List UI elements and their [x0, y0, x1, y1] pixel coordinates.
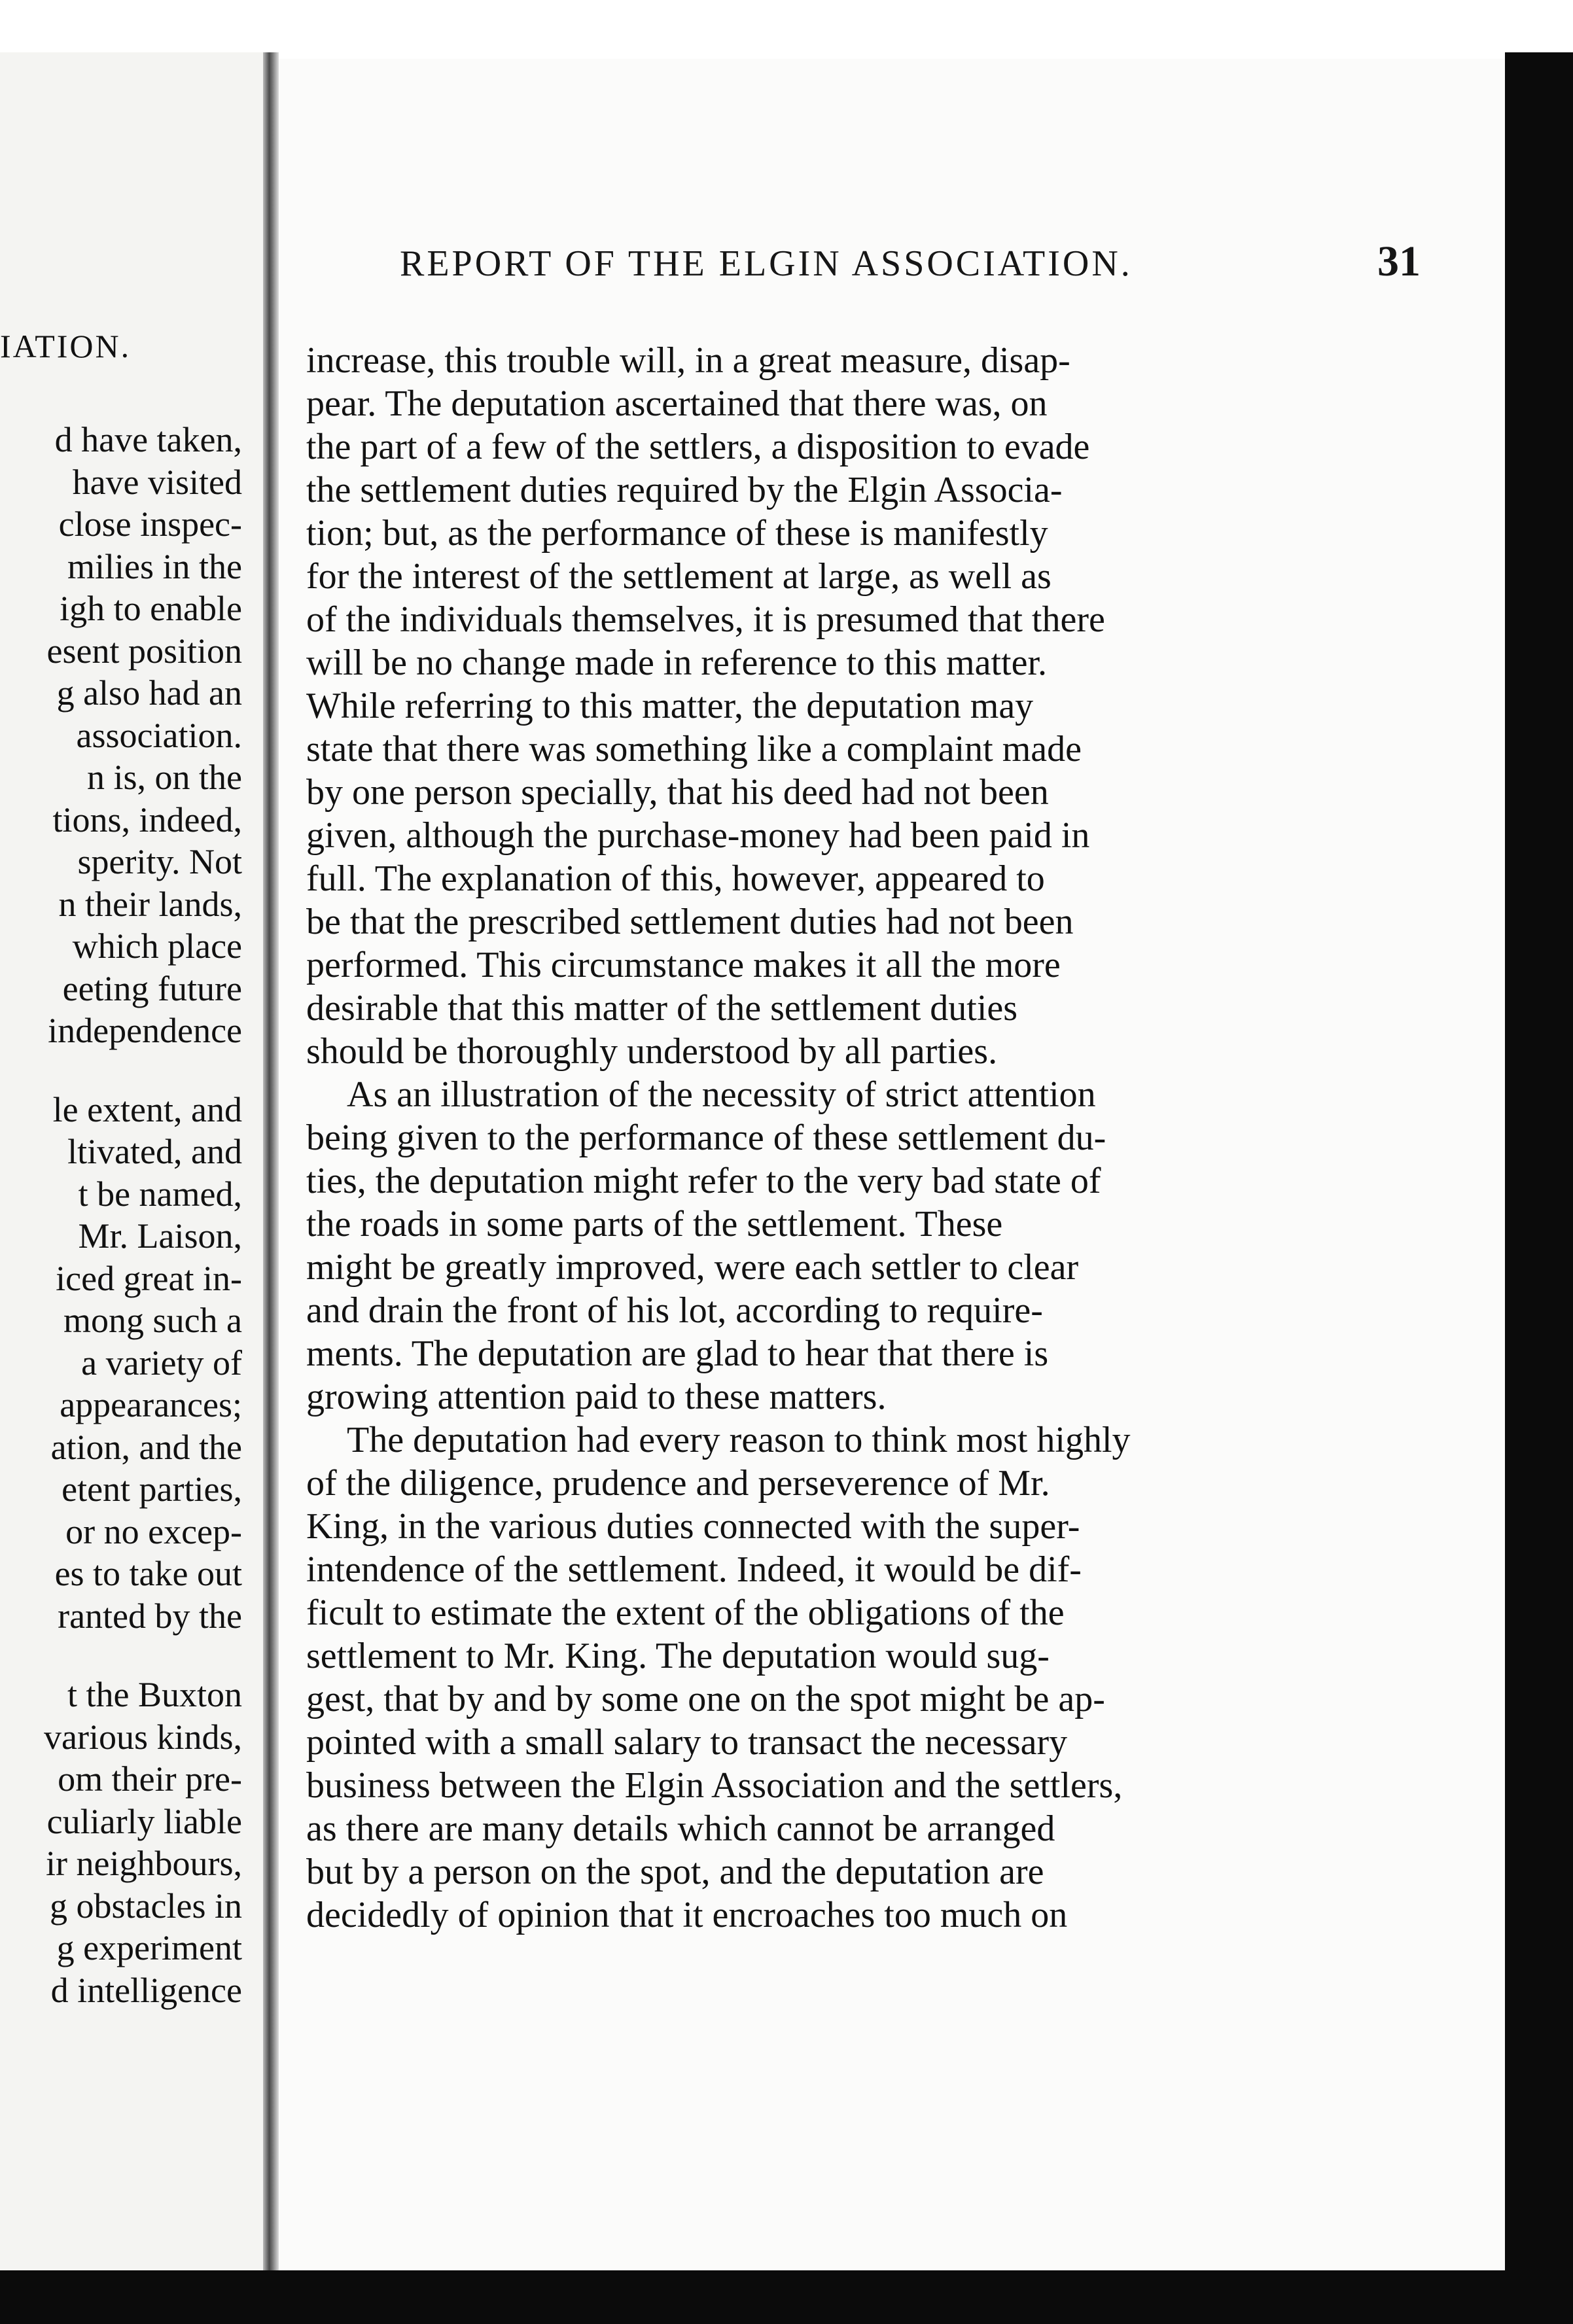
left-text-line: t be named, [78, 1174, 242, 1214]
left-text-line: appearances; [60, 1385, 242, 1424]
text-line: pointed with a small salary to transact the necessary [306, 1722, 1068, 1763]
text-line: should be thoroughly understood by all parties. [306, 1031, 998, 1072]
left-page-text [0, 419, 242, 2011]
left-running-head: IATION. [0, 328, 132, 364]
left-text-line: milies in the [67, 546, 242, 586]
left-text-line: g also had an [56, 673, 242, 713]
running-head-title: REPORT OF THE ELGIN ASSOCIATION. [400, 243, 1133, 284]
left-text-line: which place [72, 926, 242, 966]
running-head [400, 237, 1421, 287]
text-line: tion; but, as the performance of these is manifestly [306, 513, 1048, 554]
text-line: be that the prescribed settlement duties had not been [306, 902, 1074, 942]
left-text-line: ir neighbours, [46, 1844, 242, 1883]
left-text-line: n their lands, [58, 884, 242, 924]
left-text-line: le extent, and [52, 1089, 242, 1129]
film-bottom-edge [0, 2270, 1573, 2324]
left-text-line: d intelligence [50, 1970, 242, 2010]
text-line: ments. The deputation are glad to hear that there is [306, 1333, 1049, 1374]
text-line: of the diligence, prudence and perseverence of Mr. [306, 1463, 1050, 1504]
paragraph-gap [0, 1637, 242, 1674]
page-number: 31 [1377, 238, 1421, 285]
left-text-line: esent position [46, 631, 242, 671]
text-line: for the interest of the settlement at large, as well as [306, 556, 1052, 597]
text-line: of the individuals themselves, it is presumed that there [306, 599, 1105, 640]
text-line: as there are many details which cannot be arranged [306, 1808, 1055, 1849]
left-facing-page [0, 52, 268, 2277]
text-line: King, in the various duties connected with the super- [306, 1506, 1080, 1547]
film-top-edge [0, 0, 1573, 59]
text-line: being given to the performance of these settlement du- [306, 1118, 1106, 1158]
text-line: growing attention paid to these matters. [306, 1377, 887, 1417]
left-text-line: various kinds, [44, 1717, 242, 1757]
left-text-line: eeting future [62, 968, 242, 1008]
left-text-line: t the Buxton [67, 1675, 242, 1714]
left-text-line: igh to enable [60, 589, 242, 628]
text-line: the roads in some parts of the settlement. These [306, 1204, 1003, 1244]
text-line: might be greatly improved, were each settler to clear [306, 1247, 1079, 1288]
left-text-line: d have taken, [54, 420, 242, 459]
left-text-line: a variety of [81, 1343, 242, 1382]
left-text-line: es to take out [54, 1554, 242, 1593]
text-line: As an illustration of the necessity of strict attention [347, 1074, 1096, 1115]
text-line: performed. This circumstance makes it all the more [306, 945, 1061, 985]
text-line: increase, this trouble will, in a great measure, disap- [306, 340, 1070, 381]
left-text-line: sperity. Not [77, 842, 242, 881]
text-line: and drain the front of his lot, according to require- [306, 1290, 1043, 1331]
text-line: While referring to this matter, the deputation may [306, 686, 1034, 726]
text-line: desirable that this matter of the settlement duties [306, 988, 1018, 1029]
left-text-line: culiarly liable [46, 1801, 242, 1841]
text-line: the part of a few of the settlers, a disposition to evade [306, 427, 1090, 467]
left-text-line: independence [48, 1011, 242, 1050]
text-line: full. The explanation of this, however, appeared to [306, 858, 1045, 899]
left-text-line: ation, and the [50, 1427, 242, 1467]
text-line: gest, that by and by some one on the spot might be ap- [306, 1679, 1105, 1719]
left-text-line: ltivated, and [67, 1132, 242, 1171]
left-text-line: etent parties, [62, 1470, 242, 1509]
left-text-line: association. [76, 715, 242, 755]
text-line: ficult to estimate the extent of the obligations of the [306, 1593, 1065, 1633]
left-text-line: mong such a [63, 1301, 242, 1340]
text-line: the settlement duties required by the Elgin Associa- [306, 470, 1063, 510]
body-text [306, 339, 1327, 1937]
film-right-edge [1505, 52, 1573, 2324]
text-line: by one person specially, that his deed had not been [306, 772, 1049, 813]
paragraph-gap [0, 1052, 242, 1089]
left-text-line: om their pre- [58, 1759, 242, 1799]
text-line: pear. The deputation ascertained that there was, on [306, 383, 1048, 424]
left-text-line: n is, on the [87, 758, 242, 797]
left-text-line: g experiment [56, 1928, 242, 1967]
left-text-line: close inspec- [58, 504, 242, 544]
text-line: intendence of the settlement. Indeed, it would be dif- [306, 1549, 1082, 1590]
text-line: given, although the purchase-money had been paid in [306, 815, 1090, 856]
text-line: state that there was something like a complaint made [306, 729, 1082, 769]
text-line: The deputation had every reason to think most highly [347, 1420, 1131, 1460]
left-text-line: Mr. Laison, [78, 1216, 242, 1256]
text-line: ties, the deputation might refer to the very bad state of [306, 1161, 1101, 1201]
left-text-line: have visited [72, 462, 242, 502]
left-text-line: g obstacles in [50, 1886, 242, 1926]
text-line: but by a person on the spot, and the deputation are [306, 1852, 1044, 1892]
text-line: settlement to Mr. King. The deputation would sug- [306, 1636, 1050, 1676]
left-text-line: or no excep- [65, 1511, 242, 1551]
book-gutter [263, 52, 279, 2290]
text-line: business between the Elgin Association and the settlers, [306, 1765, 1123, 1806]
left-text-line: iced great in- [56, 1258, 242, 1298]
text-line: will be no change made in reference to this matter. [306, 643, 1048, 683]
text-line: decidedly of opinion that it encroaches too much on [306, 1895, 1068, 1935]
left-text-line: tions, indeed, [52, 800, 242, 839]
right-page [279, 59, 1509, 2270]
left-text-line: ranted by the [58, 1596, 242, 1636]
